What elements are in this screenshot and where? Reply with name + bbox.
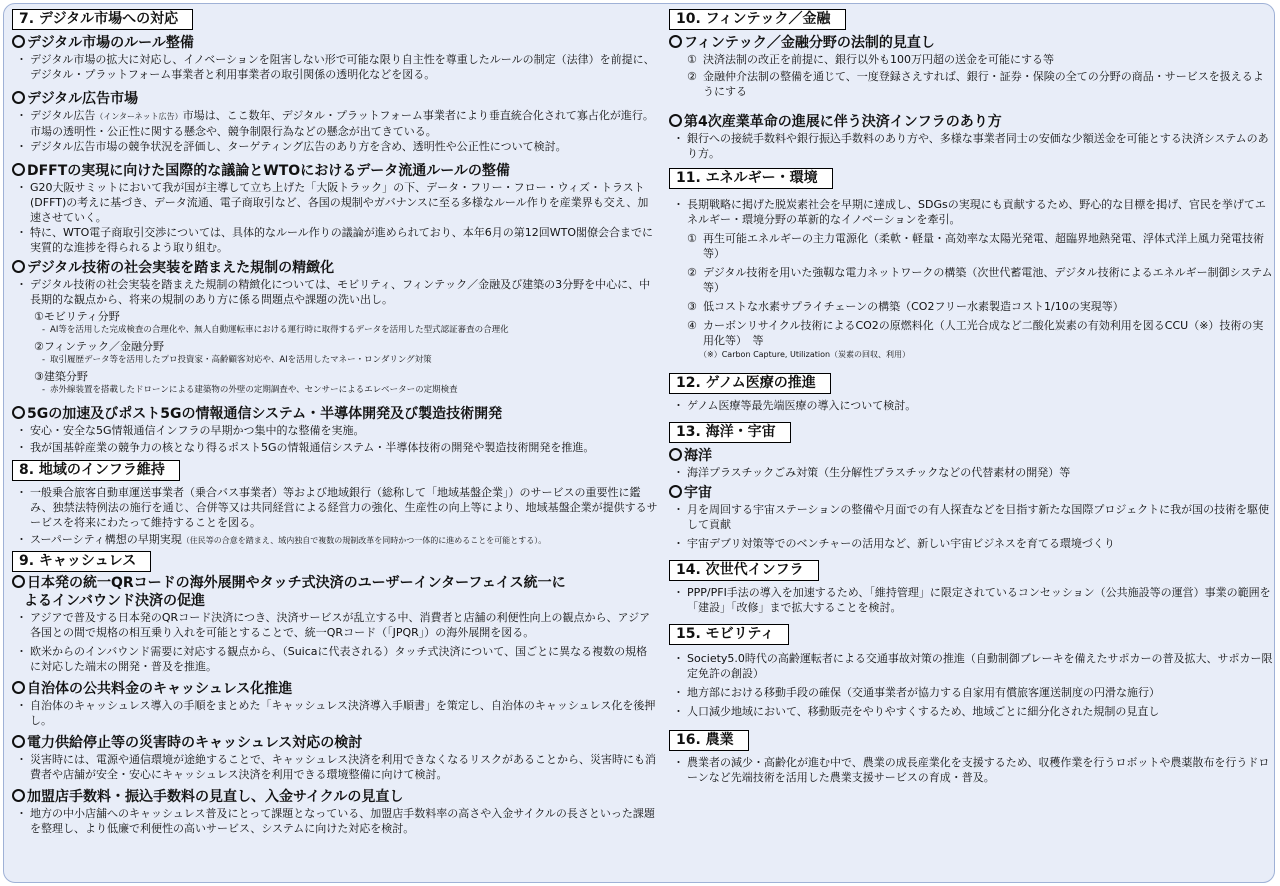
s7-ads-bullet-1 bbox=[12, 108, 662, 139]
s11-item-4-num: ④ bbox=[687, 319, 697, 332]
s7-heading-rules-text: デジタル市場のルール整備 bbox=[27, 35, 194, 51]
s13-heading-space-text: 宇宙 bbox=[684, 485, 712, 501]
s11-item-1 bbox=[669, 231, 1277, 261]
s13-ocean-bullet: ・ 海洋プラスチックごみ対策（生分解性プラスチックなどの代替素材の開発）等 bbox=[669, 465, 1277, 480]
s7-field-building-detail: - 赤外線装置を搭載したドローンによる建築物の外壁の定期調査や、センサーによるエレベーターの定期検査 bbox=[12, 384, 662, 397]
s10-item-1-num: ① bbox=[687, 53, 697, 66]
section-8-title: 8. 地域のインフラ維持 bbox=[12, 460, 180, 481]
s7-field-fintech: ②フィンテック／金融分野 bbox=[34, 340, 164, 353]
circle-icon bbox=[669, 448, 682, 461]
s7-heading-5g bbox=[12, 405, 662, 423]
s10-heading-law-text: フィンテック／金融分野の法制的見直し bbox=[684, 35, 935, 51]
s11-item-2 bbox=[669, 265, 1277, 295]
s11-item-2-text: デジタル技術を用いた強靱な電力ネットワークの構築（次世代蓄電池、デジタル技術によるエネルギー制御システム等） bbox=[703, 266, 1273, 294]
circle-icon bbox=[12, 789, 25, 802]
s10-item-2-text: 金融仲介法制の整備を通じて、一度登録さえすれば、銀行・証券・保険の全ての分野の商品・サービスを扱えるようにする bbox=[703, 70, 1264, 98]
content-panel bbox=[3, 3, 1275, 883]
s16-bullet: ・ 農業者の減少・高齢化が進む中で、農業の成長産業化を支援するため、収穫作業を行うロボットや農薬散布を行うドローンなど先端技術を活用した農業支援サービスの育成・普及。 bbox=[669, 755, 1277, 785]
s10-heading-payment bbox=[669, 113, 1277, 131]
circle-icon bbox=[669, 35, 682, 48]
s10-item-2-num: ② bbox=[687, 70, 697, 83]
s9-heading-municipal-text: 自治体の公共料金のキャッシュレス化推進 bbox=[27, 681, 293, 697]
s7-rules-bullet: ・ デジタル市場の拡大に対応し、イノベーションを阻害しない形で可能な限り自主性を尊重したルールの制定（法律）を前提に、デジタル・プラットフォーム事業者と利用事業者の取引関係の透明化などを図る。 bbox=[12, 52, 662, 82]
s7-5g-bullet-2: ・ 我が国基幹産業の競争力の核となり得るポスト5Gの情報通信システム・半導体技術の開発や製造技術開発を推進。 bbox=[12, 440, 662, 455]
s10-heading-payment-text: 第4次産業革命の進展に伴う決済インフラのあり方 bbox=[684, 114, 1002, 130]
s11-item-3-num: ③ bbox=[687, 300, 697, 313]
s13-space-bullet-2: ・ 宇宙デブリ対策等でのベンチャーの活用など、新しい宇宙ビジネスを育てる環境づくり bbox=[669, 536, 1277, 551]
s7-regulation-bullet: ・ デジタル技術の社会実装を踏まえた規制の精緻化については、モビリティ、フィンテック／金融及び建築の3分野を中心に、中長期的な観点から、将来の規制のあり方に係る問題点や課題の洗い出し。 bbox=[12, 277, 662, 307]
circle-icon bbox=[12, 735, 25, 748]
s10-payment-bullet: ・ 銀行への接続手数料や銀行振込手数料のあり方や、多様な事業者同士の安価な少額送金を可能とする決済システムのあり方。 bbox=[669, 131, 1277, 161]
s8-bullet-2a: スーパーシティ構想の早期実現 bbox=[30, 533, 182, 546]
circle-icon bbox=[669, 114, 682, 127]
s11-item-2-num: ② bbox=[687, 266, 697, 279]
s9-fees-bullet: ・ 地方の中小店舗へのキャッシュレス普及にとって課題となっている、加盟店手数料率の高さや入金サイクルの長さといった課題を整理し、より低廉で利便性の高いサービス、システムに向けた対応を検討。 bbox=[12, 806, 662, 836]
s11-item-3 bbox=[669, 299, 1277, 314]
s10-item-1-text: 決済法制の改正を前提に、銀行以外も100万円超の送金を可能にする等 bbox=[703, 53, 1054, 66]
s9-disaster-bullet: ・ 災害時には、電源や通信環境が途絶することで、キャッシュレス決済を利用できなくなるリスクがあることから、災害時にも消費者や店舗が安全・安心にキャッシュレス決済を利用できる環境整備に向けて検討。 bbox=[12, 752, 662, 782]
section-10-title: 10. フィンテック／金融 bbox=[669, 9, 846, 30]
s7-heading-regulation-text: デジタル技術の社会実装を踏まえた規制の精緻化 bbox=[27, 260, 335, 276]
section-16-title: 16. 農業 bbox=[669, 730, 749, 751]
s10-heading-law bbox=[669, 34, 1277, 52]
s15-bullet-1: ・ Society5.0時代の高齢運転者による交通事故対策の推進（自動制御ブレーキを備えたサポカーの普及拡大、サポカー限定免許の創設） bbox=[669, 651, 1277, 681]
s11-item-3-text: 低コストな水素サプライチェーンの構築（CO2フリー水素製造コスト1/10の実現等） bbox=[703, 300, 1124, 313]
s7-field-fintech-detail: - 取引履歴データ等を活用したプロ投資家・高齢顧客対応や、AIを活用したマネー・ロンダリング対策 bbox=[12, 354, 662, 367]
s8-bullet-2 bbox=[12, 532, 662, 548]
s9-municipal-bullet: ・ 自治体のキャッシュレス導入の手順をまとめた「キャッシュレス決済導入手順書」を策定し、自治体のキャッシュレス化を後押し。 bbox=[12, 698, 662, 728]
s7-ads-bullet-2: ・ デジタル広告市場の競争状況を評価し、ターゲティング広告のあり方を含め、透明性や公正性について検討。 bbox=[12, 139, 662, 154]
section-11-title: 11. エネルギー・環境 bbox=[669, 168, 833, 189]
s13-heading-ocean-text: 海洋 bbox=[684, 448, 712, 464]
s7-ads-bullet-1b: 市場は、ここ数年、デジタル・プラットフォーム事業者により垂直統合化されて寡占化が進行。市場の透明性・公正性に関する懸念や、競争制限行為などの懸念が出てきている。 bbox=[30, 109, 654, 138]
s11-footnote: （※）Carbon Capture, Utilization（炭素の回収、利用） bbox=[699, 350, 911, 359]
s9-heading-fees bbox=[12, 788, 662, 806]
section-9-title: 9. キャッシュレス bbox=[12, 551, 151, 572]
s7-5g-bullet-1: ・ 安心・安全な5G情報通信インフラの早期かつ集中的な整備を実施。 bbox=[12, 423, 662, 438]
section-14-title: 14. 次世代インフラ bbox=[669, 560, 819, 581]
s9-heading-disaster bbox=[12, 734, 662, 752]
s12-bullet: ・ ゲノム医療等最先端医療の導入について検討。 bbox=[669, 398, 1277, 413]
s11-item-1-num: ① bbox=[687, 232, 697, 245]
left-column bbox=[12, 8, 662, 836]
s11-item-4-text: カーボンリサイクル技術によるCO2の原燃料化（人工光合成など二酸化炭素の有効利用を図るCCU（※）技術の実用化等） 等 bbox=[703, 319, 1264, 347]
s7-heading-5g-text: 5Gの加速及びポスト5Gの情報通信システム・半導体開発及び製造技術開発 bbox=[27, 406, 503, 422]
s15-bullet-2: ・ 地方部における移動手段の確保（交通事業者が協力する自家用有償旅客運送制度の円滑な施行） bbox=[669, 685, 1277, 700]
s9-heading-fees-text: 加盟店手数料・振込手数料の見直し、入金サイクルの見直し bbox=[27, 789, 404, 805]
s8-bullet-1: ・ 一般乗合旅客自動車運送事業者（乗合バス事業者）等および地域銀行（総称して「地域基盤企業」）のサービスの重要性に鑑み、独禁法特例法の施行を通じ、合併等又は共同経営による経営力の強化、生産性の向上等により、地域基盤企業が提供するサービスを将来にわたって維持することを図る。 bbox=[12, 485, 662, 530]
s11-item-4 bbox=[669, 318, 1277, 348]
s7-ads-bullet-1s: （インターネット広告） bbox=[95, 112, 183, 121]
circle-icon bbox=[12, 163, 25, 176]
s7-field-mobility-detail: - AI等を活用した完成検査の合理化や、無人自動運転車における運行時に取得するデータを活用した型式認証審査の合理化 bbox=[12, 324, 662, 337]
s11-bullet: ・ 長期戦略に掲げた脱炭素社会を早期に達成し、SDGsの実現にも貢献するため、野心的な目標を掲げ、官民を挙げてエネルギー・環境分野の革新的なイノベーションを牽引。 bbox=[669, 197, 1277, 227]
circle-icon bbox=[12, 260, 25, 273]
s9-heading-qr-text-2: よるインバウンド決済の促進 bbox=[24, 593, 206, 609]
s7-heading-ads bbox=[12, 90, 662, 108]
s8-bullet-2s: （住民等の合意を踏まえ、域内独自で複数の規制改革を同時かつ一体的に進めることを可能とする）。 bbox=[181, 536, 547, 545]
s7-field-building: ③建築分野 bbox=[34, 370, 88, 383]
s7-heading-rules bbox=[12, 34, 662, 52]
s7-heading-dfft bbox=[12, 162, 662, 180]
s9-heading-qr-text-1: 日本発の統一QRコードの海外展開やタッチ式決済のユーザーインターフェイス統一に bbox=[27, 575, 566, 591]
circle-icon bbox=[12, 35, 25, 48]
s7-ads-bullet-1a: デジタル広告 bbox=[30, 109, 96, 122]
circle-icon bbox=[12, 681, 25, 694]
s9-heading-municipal bbox=[12, 680, 662, 698]
right-column bbox=[669, 8, 1277, 785]
s7-heading-dfft-text: DFFTの実現に向けた国際的な議論とWTOにおけるデータ流通ルールの整備 bbox=[27, 163, 510, 179]
circle-icon bbox=[669, 485, 682, 498]
circle-icon bbox=[12, 575, 25, 588]
circle-icon bbox=[12, 406, 25, 419]
s14-bullet: ・ PPP/PFI手法の導入を加速するため、「維持管理」に限定されているコンセッション（公共施設等の運営）事業の範囲を「建設」「改修」まで拡大することを検討。 bbox=[669, 585, 1277, 615]
s10-item-2 bbox=[669, 69, 1277, 99]
section-7-title: 7. デジタル市場への対応 bbox=[12, 9, 193, 30]
s7-heading-ads-text: デジタル広告市場 bbox=[27, 91, 139, 107]
section-13-title: 13. 海洋・宇宙 bbox=[669, 422, 791, 443]
s15-bullet-3: ・ 人口減少地域において、移動販売をやりやすくするため、地域ごとに細分化された規制の見直し bbox=[669, 704, 1277, 719]
circle-icon bbox=[12, 91, 25, 104]
s11-item-1-text: 再生可能エネルギーの主力電源化（柔軟・軽量・高効率な太陽光発電、超臨界地熱発電、浮体式洋上風力発電技術等） bbox=[703, 232, 1264, 260]
s13-heading-space bbox=[669, 484, 1277, 502]
section-15-title: 15. モビリティ bbox=[669, 624, 789, 645]
s7-dfft-bullet-1: ・ G20大阪サミットにおいて我が国が主導して立ち上げた「大阪トラック」の下、データ・フリー・フロー・ウィズ・トラスト(DFFT)の考えに基づき、データ流通、電子商取引など、各国の規制やガバナンスに至る多様なルール作りを産業界も交え、加速させていく。 bbox=[12, 180, 662, 225]
s7-heading-regulation bbox=[12, 259, 662, 277]
s9-heading-disaster-text: 電力供給停止等の災害時のキャッシュレス対応の検討 bbox=[27, 735, 363, 751]
section-12-title: 12. ゲノム医療の推進 bbox=[669, 373, 831, 394]
s9-heading-qr bbox=[12, 574, 662, 592]
s7-dfft-bullet-2: ・ 特に、WTO電子商取引交渉については、具体的なルール作りの議論が進められており、本年6月の第12回WTO閣僚会合までに実質的な進捗を得られるよう取り組む。 bbox=[12, 225, 662, 255]
s9-qr-bullet-2: ・ 欧米からのインバウンド需要に対応する観点から、（Suicaに代表される）タッチ式決済について、国ごとに異なる複数の規格に対応した端末の開発・普及を推進。 bbox=[12, 644, 662, 674]
s9-qr-bullet-1: ・ アジアで普及する日本発のQRコード決済につき、決済サービスが乱立する中、消費者と店舗の利便性向上の観点から、アジア各国との間で規格の相互乗り入れを可能とすることで、統一QRコード（「JPQR」）の海外展開を図る。 bbox=[12, 610, 662, 640]
s13-heading-ocean bbox=[669, 447, 1277, 465]
s10-item-1 bbox=[669, 52, 1277, 67]
s13-space-bullet-1: ・ 月を周回する宇宙ステーションの整備や月面での有人探査などを目指す新たな国際プロジェクトに我が国の技術を駆使して貢献 bbox=[669, 502, 1277, 532]
s7-field-mobility: ①モビリティ分野 bbox=[34, 310, 120, 323]
